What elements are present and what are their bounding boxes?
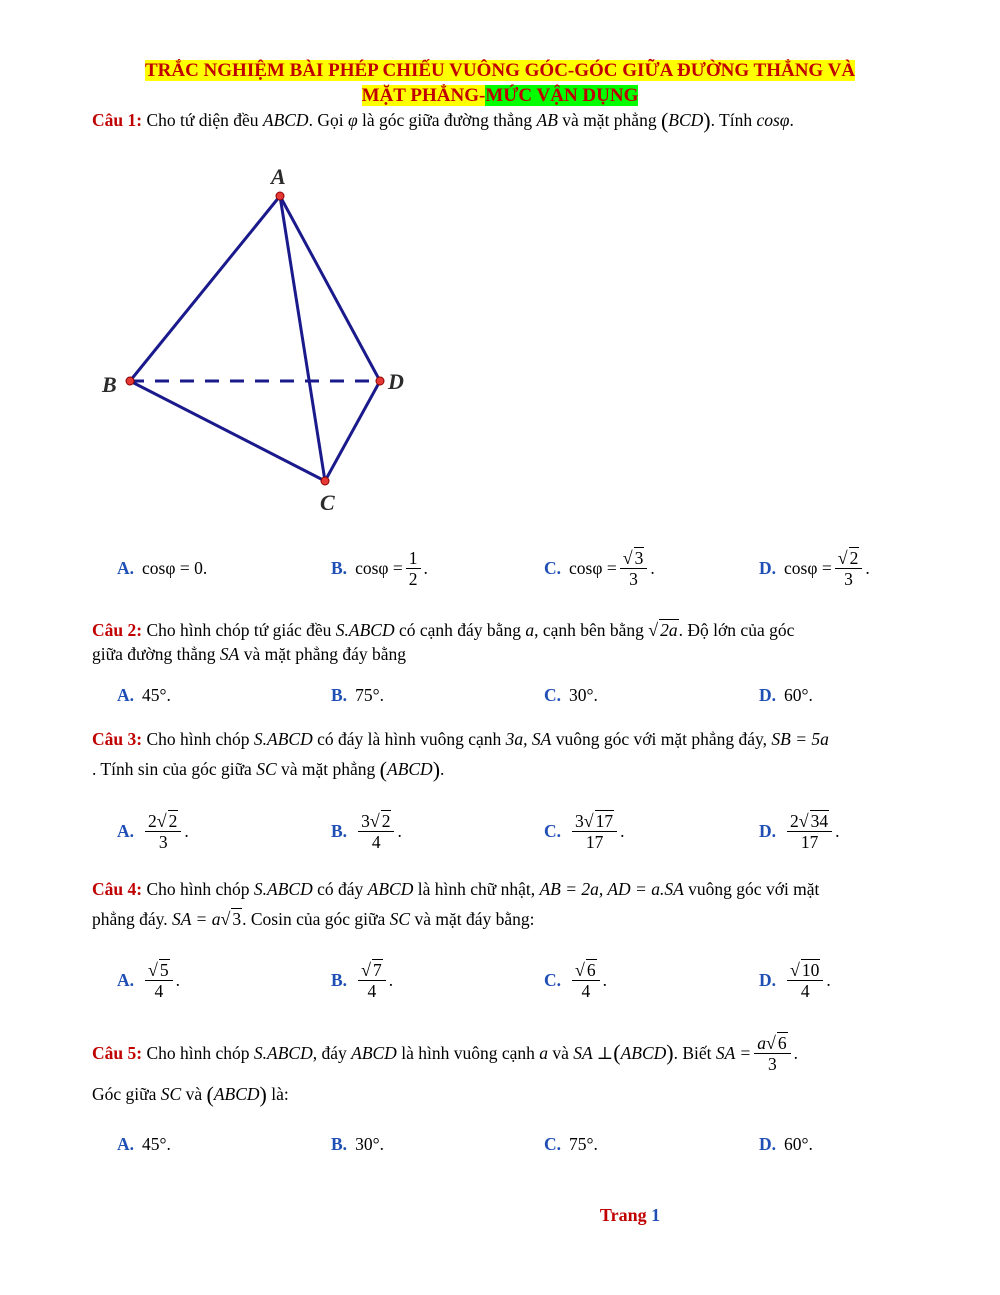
q1-text: . Tính — [710, 110, 753, 130]
option-label: A. — [117, 557, 135, 578]
q1-text: . Gọi — [308, 110, 344, 130]
page-footer — [0, 1205, 1000, 1226]
punct: . — [808, 1133, 813, 1154]
q3-option-d[interactable] — [759, 811, 840, 851]
q2-option-d[interactable] — [759, 675, 813, 715]
coefficient: 3 — [361, 810, 370, 831]
option-label: A. — [117, 1133, 135, 1154]
q2-text: giữa đường thẳng — [92, 644, 216, 664]
q5-text: . Biết — [673, 1043, 712, 1063]
q5-math: SC — [160, 1084, 182, 1104]
q5-option-c[interactable] — [544, 1124, 598, 1164]
q4-text: Cho hình chóp — [146, 879, 250, 899]
option-value: 60° — [784, 684, 809, 705]
q3-math: S.ABCD — [253, 729, 313, 749]
question-5-line2: Góc giữa SC và (ABCD) là: — [92, 1082, 289, 1107]
q5-option-b[interactable] — [331, 1124, 384, 1164]
q5-math: a — [539, 1043, 548, 1063]
option-value: 60° — [784, 1133, 809, 1154]
fraction: $\frac{√ 3}{3}$ — [620, 548, 648, 589]
punct: . — [593, 684, 598, 705]
option-value: cosφ = — [569, 557, 617, 578]
coefficient: 2 — [790, 810, 799, 831]
fraction — [406, 548, 421, 589]
q5-text: và — [552, 1043, 569, 1063]
q2-math: S.ABCD — [335, 620, 395, 640]
option-label: B. — [331, 1133, 348, 1154]
q1-math: AB — [536, 110, 558, 130]
punct: . — [593, 1133, 598, 1154]
punct: . — [808, 684, 813, 705]
option-label: D. — [759, 969, 777, 990]
q4-math: SC — [389, 909, 411, 929]
option-value: cosφ = 0 — [142, 557, 203, 578]
footer-word: Trang — [599, 1205, 647, 1225]
q5-option-d[interactable] — [759, 1124, 813, 1164]
radicand: 6 — [586, 959, 596, 980]
radicand: 2 — [849, 547, 859, 568]
q1-text: . — [789, 110, 794, 130]
denominator: 3 — [844, 568, 853, 589]
q2-math: a — [525, 620, 535, 640]
coefficient: 2 — [148, 810, 157, 831]
punct: . — [650, 557, 655, 578]
option-value: cosφ = — [355, 557, 403, 578]
q1-text: Cho tứ diện đều — [146, 110, 259, 130]
q5-math: SA = — [715, 1043, 752, 1063]
q1-math: BCD — [668, 110, 704, 130]
title-level: MỨC VẬN DỤNG — [485, 85, 639, 106]
question-3-label: Câu 3: — [92, 729, 143, 749]
fraction: $\frac{a√ 6}{3}$ — [754, 1033, 790, 1074]
option-label: C. — [544, 557, 562, 578]
q3-text: vuông góc với mặt phẳng đáy, — [555, 729, 768, 749]
q1-math: cosφ — [756, 110, 790, 130]
q5-text: và — [185, 1084, 203, 1104]
numerator: 1 — [406, 548, 421, 569]
option-value: 45° — [142, 1133, 167, 1154]
question-2: Câu 2: Cho hình chóp tứ giác đều S.ABCD có cạnh đáy bằng a, cạnh bên bằng √ 2a. Độ lớn của góc — [92, 620, 795, 640]
q2-text: và mặt phẳng đáy bằng — [243, 644, 406, 664]
q3-option-b[interactable] — [331, 811, 402, 851]
question-3-line2: . Tính sin của góc giữa SC và mặt phẳng (ABCD). — [92, 757, 445, 782]
question-2-label: Câu 2: — [92, 620, 143, 640]
radicand: 2a — [660, 620, 678, 640]
fraction: $\frac{2√ 2}{3}$ — [145, 811, 181, 852]
option-label: B. — [331, 969, 348, 990]
vertex-label-b: B — [102, 372, 117, 397]
denominator: 17 — [800, 831, 819, 852]
option-value: 30° — [569, 684, 594, 705]
option-value: 45° — [142, 684, 167, 705]
q3-math: ABCD — [387, 759, 433, 779]
q5-text: là hình vuông cạnh — [401, 1043, 535, 1063]
q3-math: SC — [256, 759, 277, 779]
q2-option-c[interactable] — [544, 675, 598, 715]
option-label: D. — [759, 557, 777, 578]
q1-option-a[interactable] — [117, 548, 207, 588]
q1-math: ABCD — [262, 110, 309, 130]
option-label: B. — [331, 557, 348, 578]
denominator: 17 — [585, 831, 604, 852]
denominator: 4 — [154, 980, 164, 1001]
radicand: 6 — [777, 1032, 787, 1053]
fraction: $\frac{3√ 2}{4}$ — [358, 811, 394, 852]
option-value: cosφ = — [784, 557, 832, 578]
punct: . — [865, 557, 870, 578]
punct: . — [602, 969, 608, 990]
fraction: $\frac{3√ 17}{17}$ — [572, 811, 617, 852]
punct: . — [166, 1133, 171, 1154]
radicand: 5 — [159, 959, 169, 980]
fraction: $\frac{√ 6}{4}$ — [572, 960, 600, 1001]
q4-text: là hình chữ nhật, — [417, 879, 536, 899]
q4-option-b[interactable] — [331, 960, 393, 1000]
q3-text: . — [440, 759, 445, 779]
q4-option-a[interactable] — [117, 960, 180, 1000]
question-2-line2 — [92, 642, 937, 666]
q5-math: ABCD — [620, 1043, 667, 1063]
option-label: C. — [544, 684, 562, 705]
q1-option-b[interactable] — [331, 548, 428, 588]
q5-text: Cho hình chóp — [146, 1043, 250, 1063]
punct: . — [397, 820, 402, 841]
option-value: 75° — [355, 684, 380, 705]
q4-option-c[interactable] — [544, 960, 607, 1000]
denominator: 2 — [408, 568, 418, 589]
q3-math: SB = 5a — [771, 729, 829, 749]
q5-text: . — [793, 1043, 798, 1063]
punct: . — [835, 820, 840, 841]
denominator: 4 — [800, 980, 810, 1001]
punct: . — [423, 557, 428, 578]
punct: . — [379, 684, 384, 705]
tetrahedron-figure — [90, 160, 410, 520]
q3-math: 3a, SA — [505, 729, 552, 749]
q4-math: AB = 2a, AD = a.SA — [539, 879, 684, 899]
vertex-label-a: A — [271, 164, 286, 189]
title-line2a: MẶT PHẲNG- — [361, 85, 486, 106]
option-label: C. — [544, 1133, 562, 1154]
q1-option-d[interactable] — [759, 548, 870, 588]
q5-math: S.ABCD — [253, 1043, 313, 1063]
option-value: 30° — [355, 1133, 380, 1154]
page-title — [0, 58, 1000, 83]
title-line1: TRẮC NGHIỆM BÀI PHÉP CHIẾU VUÔNG GÓC-GÓC GIỮA ĐƯỜNG THẲNG VÀ — [144, 60, 856, 81]
radicand: 7 — [372, 959, 382, 980]
fraction: $\frac{√ 5}{4}$ — [145, 960, 173, 1001]
option-label: A. — [117, 684, 135, 705]
q4-math: ABCD — [367, 879, 414, 899]
punct: . — [175, 969, 181, 990]
q2-text: có cạnh đáy bằng — [398, 620, 521, 640]
punct: . — [379, 1133, 384, 1154]
denominator: 4 — [367, 980, 377, 1001]
numerator: a — [757, 1032, 766, 1053]
denominator: 4 — [371, 831, 381, 852]
q1-math: φ — [347, 110, 358, 130]
denominator: 3 — [158, 831, 168, 852]
question-5-label: Câu 5: — [92, 1043, 143, 1063]
question-4-line2: phẳng đáy. SA = a√ 3. Cosin của góc giữa SC và mặt đáy bằng: — [92, 909, 535, 929]
q3-option-c[interactable] — [544, 811, 625, 851]
radicand: 2 — [381, 810, 391, 831]
vertex-label-c: C — [320, 490, 335, 515]
q2-text: . Độ lớn của góc — [678, 620, 795, 640]
option-label: D. — [759, 1133, 777, 1154]
q5-text: là: — [271, 1084, 289, 1104]
q2-text: , cạnh bên bằng — [534, 620, 644, 640]
q5-math: ABCD — [213, 1084, 260, 1104]
q5-option-a[interactable] — [117, 1124, 171, 1164]
q3-text: Cho hình chóp — [146, 729, 250, 749]
q3-text: . Tính sin của góc giữa — [92, 759, 252, 779]
question-3 — [92, 727, 937, 751]
q4-text: vuông góc với mặt — [688, 879, 820, 899]
q4-math: SA = a — [172, 909, 221, 929]
punct: . — [166, 684, 171, 705]
vertex-label-d: D — [388, 369, 404, 394]
q3-option-a[interactable] — [117, 811, 189, 851]
q2-math: SA — [219, 644, 240, 664]
q2-option-b[interactable] — [331, 675, 384, 715]
punct: . — [826, 969, 831, 990]
radicand: 2 — [168, 810, 178, 831]
radicand: 34 — [810, 810, 829, 831]
denominator: 3 — [629, 568, 638, 589]
page-number: 1 — [651, 1205, 661, 1225]
question-5: Câu 5: Cho hình chóp S.ABCD , đáy ABCD là hình vuông cạnh a và SA ⊥ ( ABCD ) . Biết SA = $\frac{a√ 6}{3}$ . — [92, 1032, 798, 1074]
radicand: 3 — [634, 547, 644, 568]
page-title-line2 — [0, 83, 1000, 108]
q4-text: có đáy — [317, 879, 364, 899]
q4-text: và mặt đáy bằng: — [414, 909, 535, 929]
denominator: 3 — [768, 1053, 777, 1074]
option-label: A. — [117, 969, 135, 990]
question-4 — [92, 877, 937, 901]
q1-option-c[interactable] — [544, 548, 655, 588]
option-label: B. — [331, 820, 348, 841]
q3-text: và mặt phẳng — [281, 759, 376, 779]
q3-text: có đáy là hình vuông cạnh — [317, 729, 502, 749]
option-label: D. — [759, 820, 777, 841]
fraction: $\frac{√ 10}{4}$ — [787, 960, 823, 1001]
fraction: $\frac{√ 7}{4}$ — [358, 960, 386, 1001]
option-label: D. — [759, 684, 777, 705]
radicand: 10 — [801, 959, 820, 980]
radicand: 17 — [595, 810, 614, 831]
option-value: 75° — [569, 1133, 594, 1154]
q5-text: , đáy — [312, 1043, 347, 1063]
q4-math: S.ABCD — [253, 879, 313, 899]
q2-text: Cho hình chóp tứ giác đều — [146, 620, 332, 640]
q1-text: là góc giữa đường thẳng — [362, 110, 533, 130]
q5-text: Góc giữa — [92, 1084, 157, 1104]
q4-text: . Cosin của góc giữa — [242, 909, 386, 929]
q4-text: phẳng đáy. — [92, 909, 168, 929]
q5-math: SA ⊥ — [573, 1043, 614, 1063]
fraction: $\frac{√ 2}{3}$ — [835, 548, 863, 589]
punct: . — [202, 557, 208, 578]
punct: . — [620, 820, 625, 841]
q5-math: ABCD — [351, 1043, 397, 1063]
punct: . — [388, 969, 394, 990]
option-label: A. — [117, 820, 135, 841]
question-1: Câu 1: Cho tứ diện đều ABCD. Gọi φ là góc giữa đường thẳng AB và mặt phẳng (BCD). Tính cosφ. — [92, 108, 794, 133]
punct: . — [184, 820, 189, 841]
question-1-label: Câu 1: — [92, 110, 143, 130]
fraction: $\frac{2√ 34}{17}$ — [787, 811, 832, 852]
option-label: C. — [544, 820, 562, 841]
denominator: 4 — [581, 980, 591, 1001]
option-label: B. — [331, 684, 348, 705]
q4-option-d[interactable] — [759, 960, 831, 1000]
option-label: C. — [544, 969, 562, 990]
question-4-label: Câu 4: — [92, 879, 143, 899]
q1-text: và mặt phẳng — [562, 110, 657, 130]
q2-option-a[interactable] — [117, 675, 171, 715]
coefficient: 3 — [575, 810, 584, 831]
radicand: 3 — [232, 909, 242, 929]
